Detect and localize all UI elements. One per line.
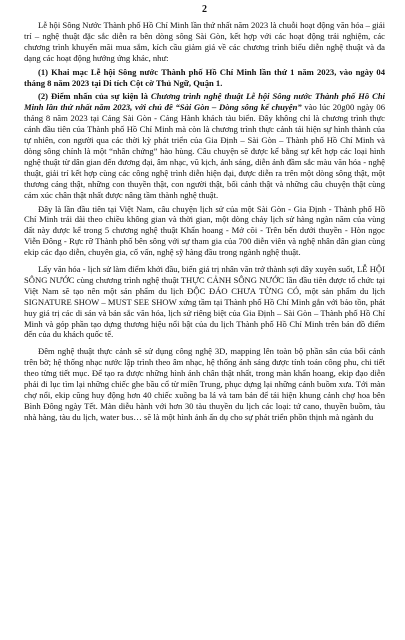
technology-paragraph: Đêm nghệ thuật thực cảnh sẽ sử dụng công nghệ 3D, mapping lên toàn bộ phần sân của bối cảnh trên bờ; hệ thống nhạc nước lập trình theo âm nhạc, hệ thống ánh sáng được tính toán công phu, chi tiết theo từng tiết mục. Để tạo ra được những hình ảnh chân thật nhất, trong màn khẩn hoang, ekip đạo diễn phải đi lục tìm lại những chiếc ghe bầu cổ từ miền Trung, phục dựng lại những cánh buồm xưa. Tới màn chợ nổi, ekip cũng huy động hơn 40 chiếc xuồng ba lá và tam bản để tái hiện khung cảnh chợ hoa bên Bình Đông ngày Tết. Màn diễu hành với hơn 30 tàu thuyền du lịch các loại: tứ cano, thuyền buồm, tàu nhà hàng, tàu du lịch, water bus… sẽ là một hình ảnh ấn dụ cho sự phát triển phồn thịnh mà ngành du (24, 346, 385, 422)
festival-product-paragraph: Lấy văn hóa - lịch sử làm điểm khởi đầu, biến giá trị nhân văn trở thành sợi dây xuyên suốt, LỄ HỘI SÔNG NƯỚC cùng chương trình nghệ thuật THỰC CẢNH SÔNG NƯỚC lần đầu tiên được tổ chức tại Việt Nam sẽ tạo nên một sản phẩm du lịch ĐỘC ĐÁO CHƯA TỪNG CÓ, một sản phẩm du lịch SIGNATURE SHOW – MUST SEE SHOW xứng tầm tại Thành phố Hồ Chí Minh gắn với bảo tồn, phát huy giá trị các di sản và bản sắc văn hóa, lịch sử riêng biệt của Gia Định – Sài Gòn – Thành phố Hồ Chí Minh và góp phần tạo dựng thương hiệu nổi bật của du lịch Thành phố Hồ Chí Minh trên bản đồ điểm đến của du khách quốc tế. (24, 264, 385, 340)
document-page (24, 4, 385, 636)
intro-paragraph: Lễ hội Sông Nước Thành phố Hồ Chí Minh lần thứ nhất năm 2023 là chuỗi hoạt động văn hóa – giải trí – nghệ thuật đặc sắc diễn ra bên dòng sông Sài Gòn, kết hợp với các hoạt động trải nghiệm, các chương trình khuyến mãi mua sắm, kích cầu giảm giá về các chương trình biểu diễn nghệ thuật và đa dạng các hoạt động hướng ứng khác, như: (24, 20, 385, 63)
item-2-program-title: Chương trình nghệ thuật Lễ hội Sông nước Thành phố Hồ Chí Minh lần thứ nhất năm 2023, với chủ đề “Sài Gòn – Dòng sông kể chuyện” (24, 91, 385, 113)
item-2-highlight-paragraph (24, 91, 385, 200)
item-1-opening-ceremony: (1) Khai mạc Lễ hội Sông nước Thành phố Hồ Chí Minh lần thứ 1 năm 2023, vào ngày 04 tháng 8 năm 2023 tại Di tích Cột cờ Thủ Ngữ, Quận 1. (24, 66, 385, 88)
page-number: 2 (202, 4, 207, 15)
history-paragraph: Đây là lần đầu tiên tại Việt Nam, câu chuyện lịch sử của một Sài Gòn - Gia Định - Thành phố Hồ Chí Minh trải dài theo chiều không gian và thời gian, một dòng chảy lịch sử hàng ngàn năm của vùng đất này được kể trong 5 chương nghệ thuật Khẩn hoang - Mở cõi - Trên bến dưới thuyền - Hòn ngọc Viễn Đông - Rực rỡ Thành phố bên sông với sự tham gia của 700 diễn viên và nghệ nhân dân gian cùng ekip các đạo diễn, chuyên gia, cố vấn, nghệ sỹ hàng đầu trong ngành nghệ thuật. (24, 203, 385, 258)
item-2-description: vào lúc 20g00 ngày 06 tháng 8 năm 2023 tại Cảng Sài Gòn - Cảng Hành khách tàu biển. Đây không chỉ là chương trình thực cảnh đầu tiên của Thành phố Hồ Chí Minh mà còn là chương trình thực cảnh tái hiện sự hình thành của tự nhiên, con người qua các thời kỳ phát triển của Gia Định – Sài Gòn – Thành phố Hồ Chí Minh và dòng sông chính là một “nhân chứng” hào hùng. Câu chuyện sẽ được kể bằng sự kết hợp các loại hình nghệ thuật từ dân gian đến đương đại, âm nhạc, vũ kịch, ánh sáng, diễn ảnh đầm sắc màu văn hóa - nghệ thuật, giải trí kết hợp cùng các công nghệ trình diễn hiện đại, được diễn ra trên một dòng sông thật, một thương cảng thật, những con thuyền thật, con người thật, bối cảnh thật và những câu chuyện thật cùng cảm xúc chân thật nhất được nâng tầm thành nghệ thuật. (24, 102, 385, 200)
item-2-lead: (2) Điểm nhấn của sự kiện là (38, 91, 148, 102)
